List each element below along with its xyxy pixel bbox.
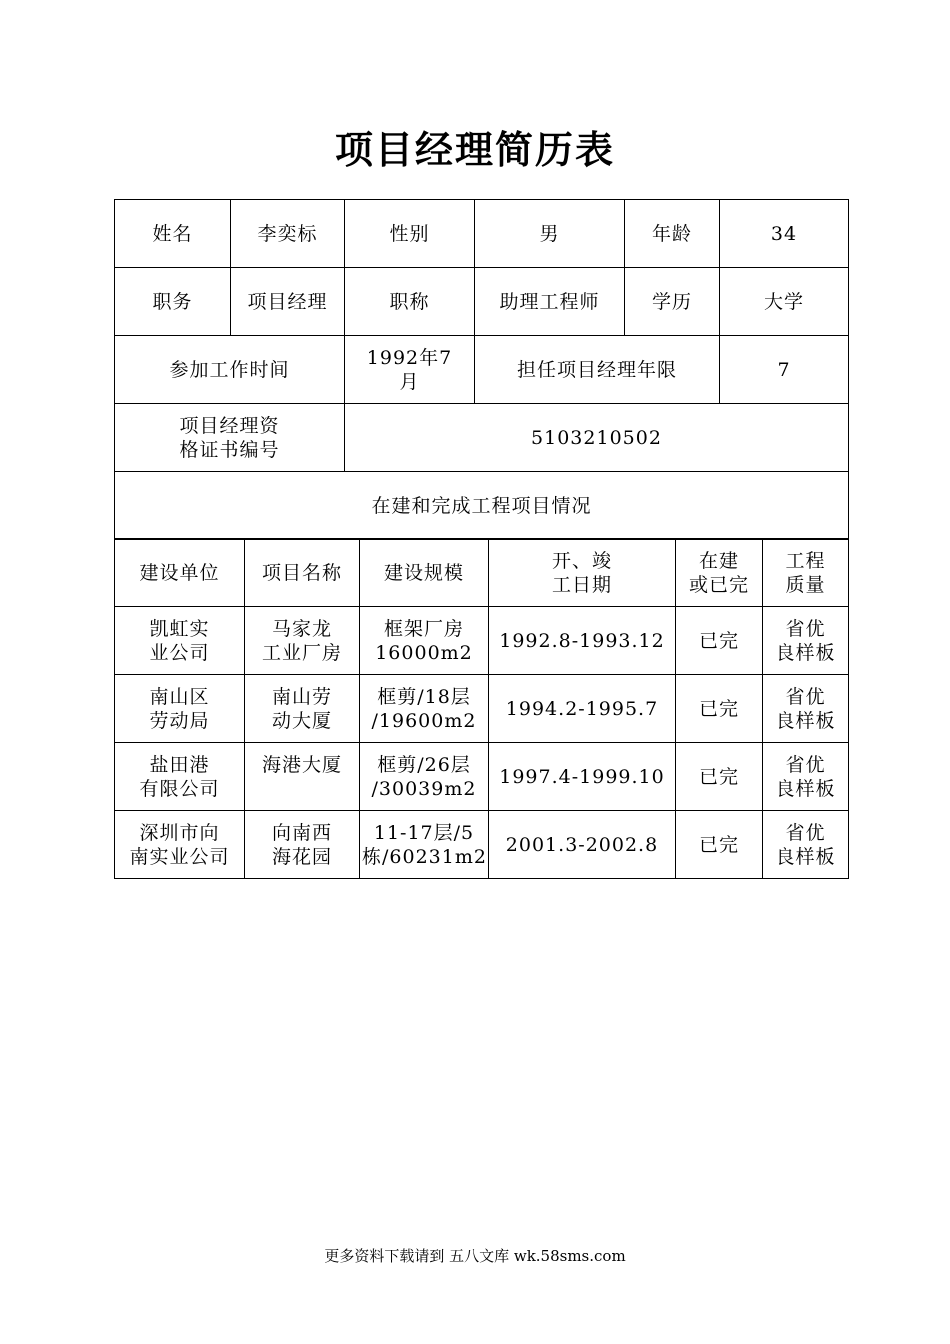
project-name-line2 (247, 777, 357, 801)
cert-label-line1: 项目经理资 (179, 414, 280, 437)
footer-text: 更多资料下载请到 五八文库 wk.58sms.com (324, 1247, 626, 1265)
age-value: 34 (720, 200, 849, 268)
start-work-label: 参加工作时间 (115, 336, 345, 404)
header-quality-line2: 质量 (785, 573, 826, 596)
header-name: 项目名称 (245, 539, 360, 607)
project-scale (360, 607, 489, 675)
info-row-section (115, 472, 849, 540)
project-status: 已完 (676, 607, 763, 675)
project-name-line2: 工业厂房 (261, 641, 342, 664)
info-row-basic (115, 200, 849, 268)
project-scale-line1: 框剪/26层 (377, 753, 471, 776)
age-label: 年龄 (625, 200, 720, 268)
project-unit (115, 675, 245, 743)
project-quality (763, 675, 849, 743)
info-row-cert (115, 404, 849, 472)
start-work-value-line2: 月 (399, 370, 420, 393)
section-title: 在建和完成工程项目情况 (115, 472, 849, 540)
header-unit: 建设单位 (115, 539, 245, 607)
project-quality-line1: 省优 (785, 821, 826, 844)
header-status (676, 539, 763, 607)
project-name (245, 607, 360, 675)
header-scale: 建设规模 (360, 539, 489, 607)
project-scale-line2: 16000m2 (375, 641, 473, 664)
cert-value: 5103210502 (345, 404, 849, 472)
cert-label (115, 404, 345, 472)
project-quality-line2: 良样板 (775, 845, 836, 868)
project-quality-line1: 省优 (785, 685, 826, 708)
page-title: 项目经理简历表 (334, 128, 615, 172)
project-unit-line1: 凯虹实 (149, 617, 210, 640)
project-quality-line2: 良样板 (775, 777, 836, 800)
project-name-line1: 向南西 (271, 821, 332, 844)
projects-table (114, 538, 849, 879)
project-quality (763, 811, 849, 879)
project-period: 1994.2-1995.7 (489, 675, 676, 743)
project-unit-line2: 南实业公司 (129, 845, 230, 868)
table-row (115, 743, 849, 811)
table-row (115, 811, 849, 879)
info-row-position (115, 268, 849, 336)
project-name-line1: 海港大厦 (261, 753, 342, 776)
project-name-line2: 动大厦 (271, 709, 332, 732)
project-quality-line2: 良样板 (775, 709, 836, 732)
project-period: 1992.8-1993.12 (489, 607, 676, 675)
info-row-work (115, 336, 849, 404)
project-name-line1: 南山劳 (271, 685, 332, 708)
title-value: 助理工程师 (475, 268, 625, 336)
table-row (115, 607, 849, 675)
project-scale-line1: 框剪/18层 (377, 685, 471, 708)
gender-value: 男 (475, 200, 625, 268)
project-quality-line1: 省优 (785, 617, 826, 640)
title-label: 职称 (345, 268, 475, 336)
project-unit-line1: 深圳市向 (139, 821, 220, 844)
table-row (115, 675, 849, 743)
project-unit (115, 743, 245, 811)
project-scale (360, 811, 489, 879)
cert-label-line2: 格证书编号 (179, 438, 280, 461)
project-scale-line2: /30039m2 (371, 777, 477, 800)
pm-years-label: 担任项目经理年限 (475, 336, 720, 404)
project-quality-line2: 良样板 (775, 641, 836, 664)
project-period: 2001.3-2002.8 (489, 811, 676, 879)
project-scale (360, 743, 489, 811)
name-value: 李奕标 (231, 200, 345, 268)
position-value: 项目经理 (231, 268, 345, 336)
project-unit-line2: 劳动局 (149, 709, 210, 732)
education-label: 学历 (625, 268, 720, 336)
header-period-line2: 工日期 (551, 573, 612, 596)
project-name (245, 743, 360, 811)
position-label: 职务 (115, 268, 231, 336)
project-unit (115, 607, 245, 675)
project-name-line2: 海花园 (271, 845, 332, 868)
project-scale-line2: /19600m2 (371, 709, 477, 732)
pm-years-value: 7 (720, 336, 849, 404)
project-unit-line1: 盐田港 (149, 753, 210, 776)
header-status-line2: 或已完 (688, 573, 749, 596)
project-name (245, 675, 360, 743)
projects-header-row (115, 539, 849, 607)
project-status: 已完 (676, 743, 763, 811)
project-scale-line2: 栋/60231m2 (362, 845, 487, 868)
project-quality (763, 607, 849, 675)
header-status-line1: 在建 (698, 549, 739, 572)
header-period-line1: 开、竣 (551, 549, 612, 572)
project-status: 已完 (676, 675, 763, 743)
project-scale (360, 675, 489, 743)
project-name-line1: 马家龙 (271, 617, 332, 640)
start-work-value (345, 336, 475, 404)
project-unit (115, 811, 245, 879)
project-status: 已完 (676, 811, 763, 879)
gender-label: 性别 (345, 200, 475, 268)
project-unit-line1: 南山区 (149, 685, 210, 708)
project-unit-line2: 业公司 (149, 641, 210, 664)
start-work-value-line1: 1992年7 (366, 346, 453, 369)
education-value: 大学 (720, 268, 849, 336)
resume-info-table (114, 199, 849, 540)
header-quality (763, 539, 849, 607)
project-quality-line1: 省优 (785, 753, 826, 776)
project-unit-line2: 有限公司 (139, 777, 220, 800)
header-quality-line1: 工程 (785, 549, 826, 572)
project-quality (763, 743, 849, 811)
project-scale-line1: 11-17层/5 (373, 821, 475, 844)
header-period (489, 539, 676, 607)
project-name (245, 811, 360, 879)
project-scale-line1: 框架厂房 (383, 617, 464, 640)
project-period: 1997.4-1999.10 (489, 743, 676, 811)
name-label: 姓名 (115, 200, 231, 268)
